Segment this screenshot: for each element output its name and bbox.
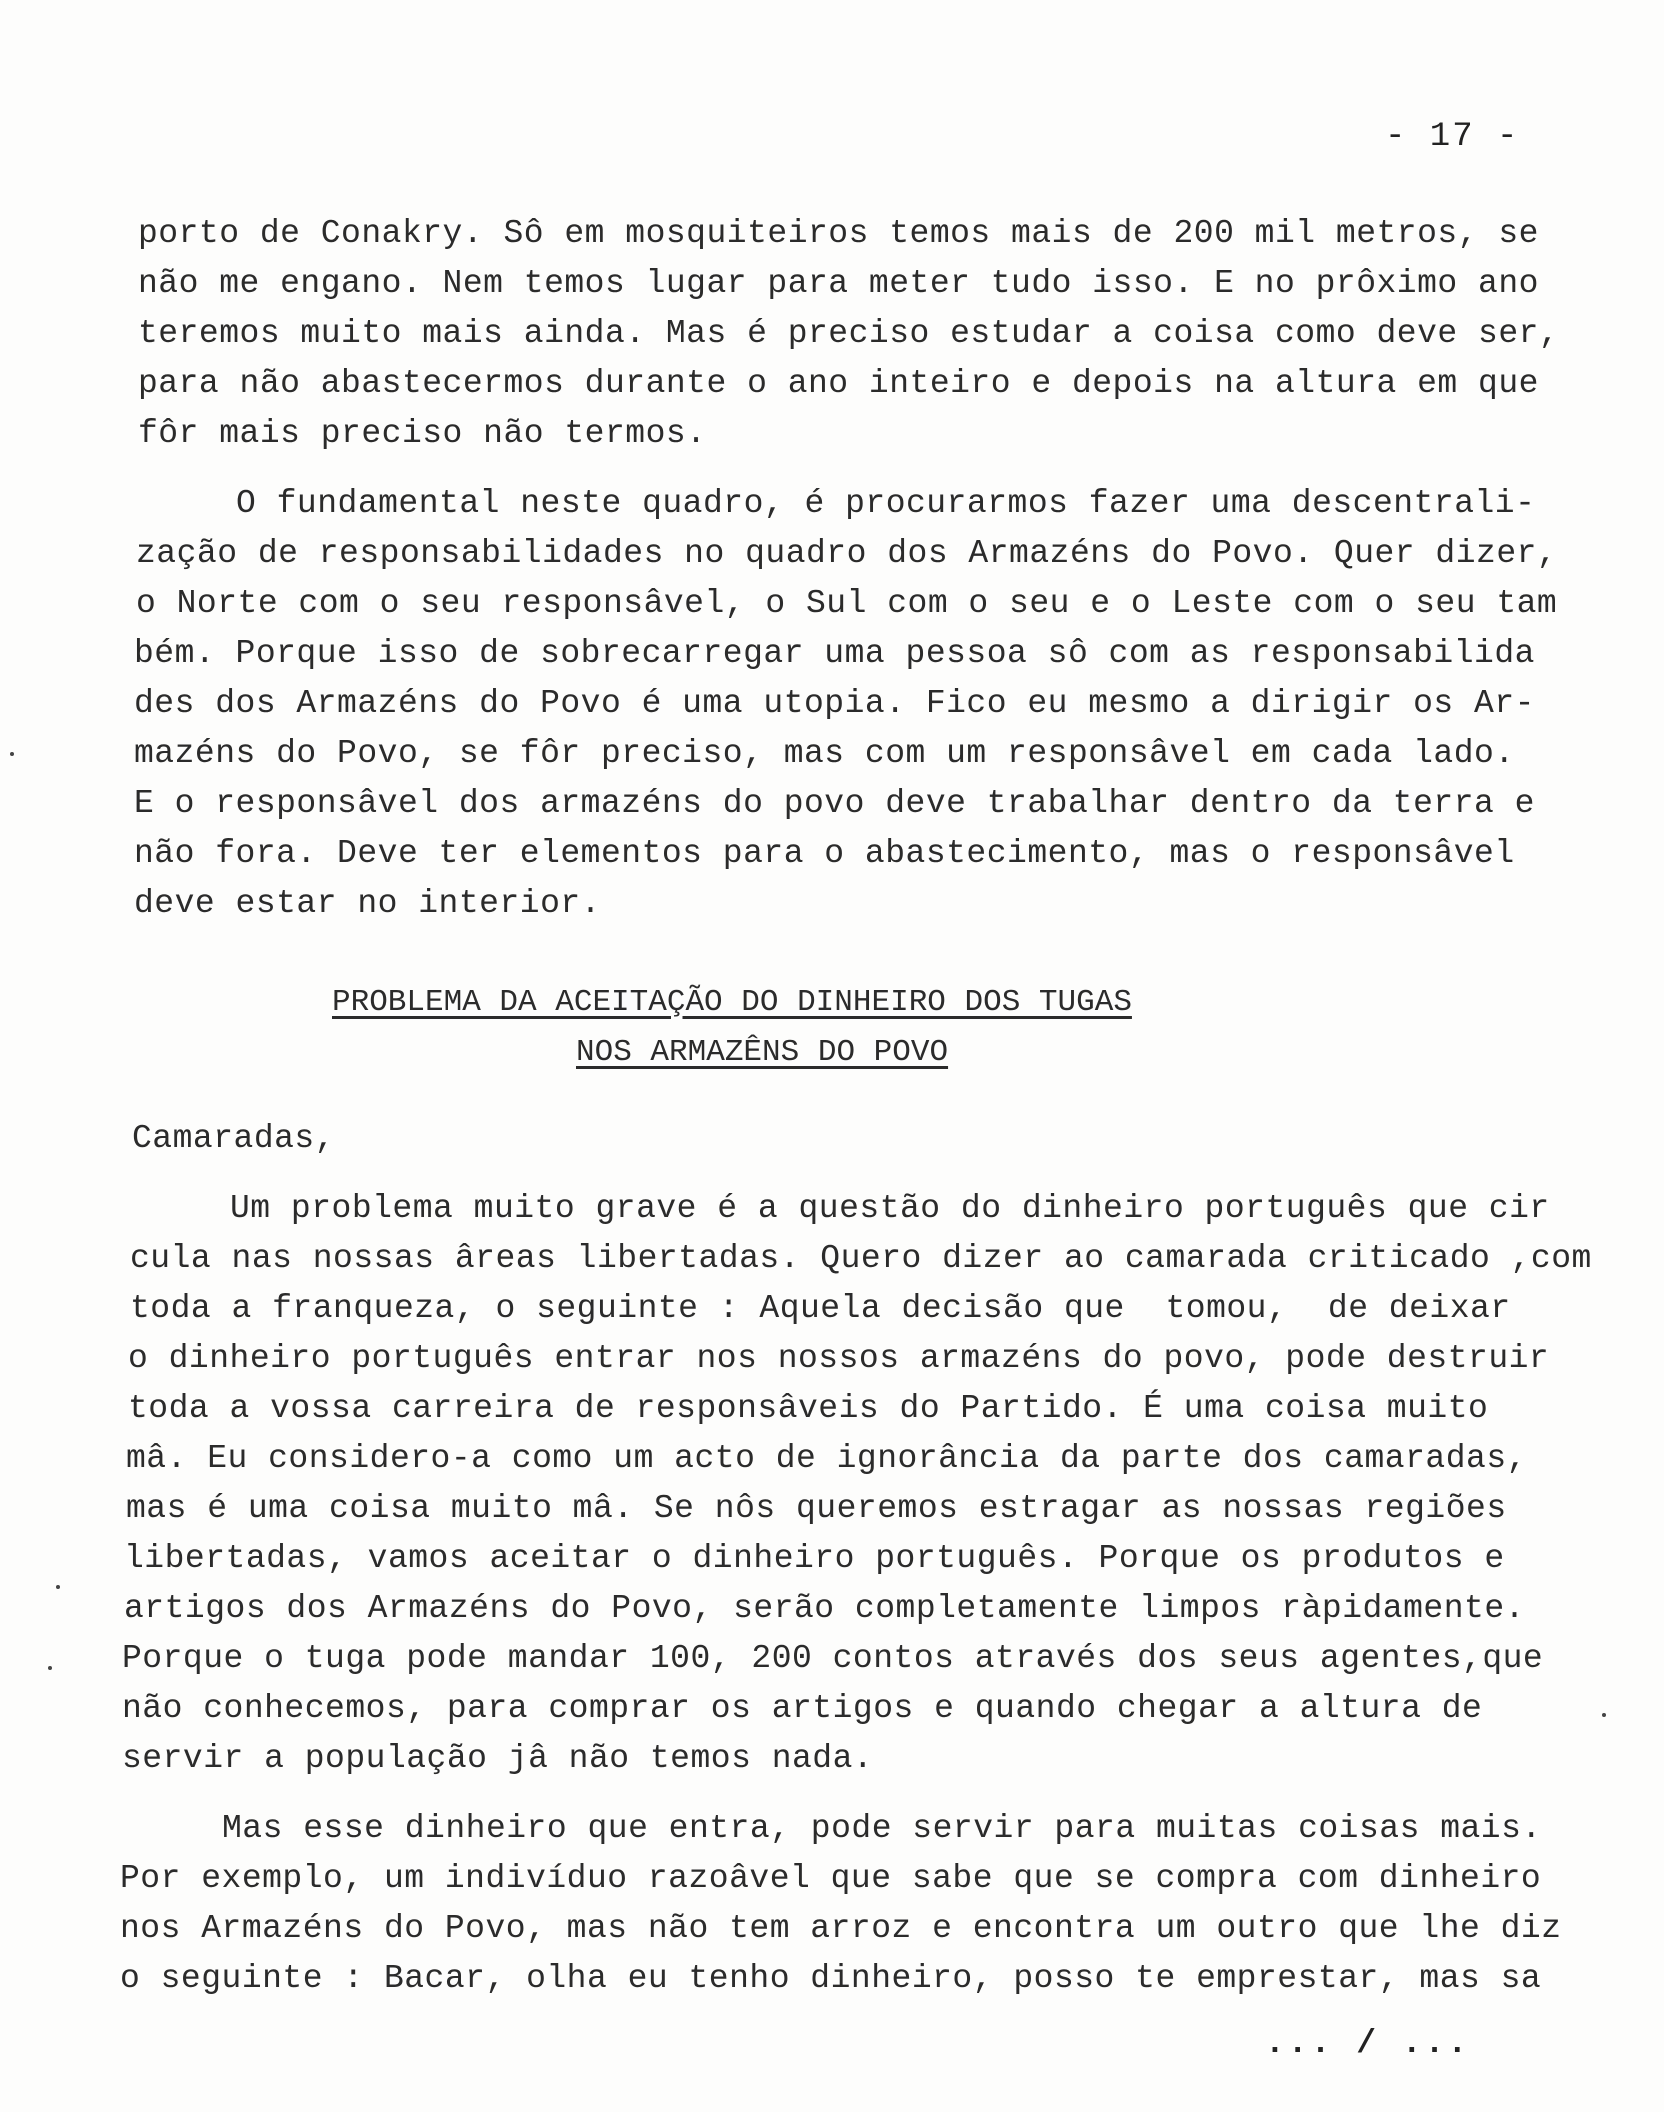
paragraph-3-line: servir a população jâ não temos nada. bbox=[122, 1740, 874, 1777]
paragraph-2-line: zação de responsabilidades no quadro dos Armazéns do Povo. Quer dizer, bbox=[136, 535, 1558, 572]
paragraph-2-line: não fora. Deve ter elementos para o abastecimento, mas o responsâvel bbox=[134, 835, 1515, 872]
paragraph-2-line: des dos Armazéns do Povo é uma utopia. Fico eu mesmo a dirigir os Ar- bbox=[134, 685, 1535, 722]
paragraph-3-line: libertadas, vamos aceitar o dinheiro português. Porque os produtos e bbox=[124, 1540, 1505, 1577]
paragraph-1-line: teremos muito mais ainda. Mas é preciso estudar a coisa como deve ser, bbox=[138, 315, 1560, 352]
scan-speck bbox=[10, 752, 14, 756]
paragraph-1-line: para não abastecermos durante o ano inteiro e depois na altura em que bbox=[138, 365, 1539, 402]
paragraph-4-line: o seguinte : Bacar, olha eu tenho dinheiro, posso te emprestar, mas sa bbox=[120, 1960, 1542, 1997]
paragraph-2-line: bém. Porque isso de sobrecarregar uma pessoa sô com as responsabilida bbox=[134, 635, 1535, 672]
paragraph-3-line: toda a vossa carreira de responsâveis do Partido. É uma coisa muito bbox=[128, 1390, 1489, 1427]
paragraph-3-line: não conhecemos, para comprar os artigos e quando chegar a altura de bbox=[122, 1690, 1483, 1727]
paragraph-2-line: deve estar no interior. bbox=[134, 885, 601, 922]
paragraph-2-line: E o responsâvel dos armazéns do povo deve trabalhar dentro da terra e bbox=[134, 785, 1535, 822]
section-heading-line-1: PROBLEMA DA ACEITAÇÃO DO DINHEIRO DOS TUGAS bbox=[332, 985, 1132, 1020]
paragraph-3-line: Um problema muito grave é a questão do dinheiro português que cir bbox=[230, 1190, 1550, 1227]
paragraph-2-line: O fundamental neste quadro, é procurarmos fazer uma descentrali- bbox=[236, 485, 1536, 522]
paragraph-3-line: toda a franqueza, o seguinte : Aquela decisão que tomou, de deixar bbox=[130, 1290, 1511, 1327]
paragraph-1-line: porto de Conakry. Sô em mosquiteiros temos mais de 200 mil metros, se bbox=[138, 215, 1539, 252]
paragraph-4-line: Mas esse dinheiro que entra, pode servir para muitas coisas mais. bbox=[222, 1810, 1542, 1847]
paragraph-1-line: fôr mais preciso não termos. bbox=[138, 415, 707, 452]
scan-speck bbox=[56, 1585, 60, 1589]
paragraph-4-line: Por exemplo, um indivíduo razoâvel que sabe que se compra com dinheiro bbox=[120, 1860, 1542, 1897]
paragraph-3-line: o dinheiro português entrar nos nossos armazéns do povo, pode destruir bbox=[128, 1340, 1550, 1377]
page-number: - 17 - bbox=[1385, 118, 1520, 156]
scan-speck bbox=[1602, 1713, 1606, 1717]
scan-speck bbox=[48, 1666, 52, 1670]
paragraph-3-line: Porque o tuga pode mandar 100, 200 contos através dos seus agentes,que bbox=[122, 1640, 1544, 1677]
section-heading-line-2: NOS ARMAZÊNS DO POVO bbox=[576, 1035, 949, 1070]
paragraph-3-line: mâ. Eu considero-a como um acto de ignorância da parte dos camaradas, bbox=[126, 1440, 1527, 1477]
continuation-marker: ... / ... bbox=[1265, 2025, 1471, 2062]
paragraph-3-line: artigos dos Armazéns do Povo, serão completamente limpos ràpidamente. bbox=[124, 1590, 1525, 1627]
paragraph-2-line: o Norte com o seu responsâvel, o Sul com o seu e o Leste com o seu tam bbox=[136, 585, 1558, 622]
paragraph-3-line: mas é uma coisa muito mâ. Se nôs queremos estragar as nossas regiões bbox=[126, 1490, 1507, 1527]
paragraph-1-line: não me engano. Nem temos lugar para meter tudo isso. E no prôximo ano bbox=[138, 265, 1539, 302]
paragraph-2-line: mazéns do Povo, se fôr preciso, mas com um responsâvel em cada lado. bbox=[134, 735, 1515, 772]
paragraph-3-line: cula nas nossas âreas libertadas. Quero dizer ao camarada criticado ,com bbox=[130, 1240, 1592, 1277]
paragraph-4-line: nos Armazéns do Povo, mas não tem arroz e encontra um outro que lhe diz bbox=[120, 1910, 1562, 1947]
salutation: Camaradas, bbox=[132, 1120, 336, 1157]
